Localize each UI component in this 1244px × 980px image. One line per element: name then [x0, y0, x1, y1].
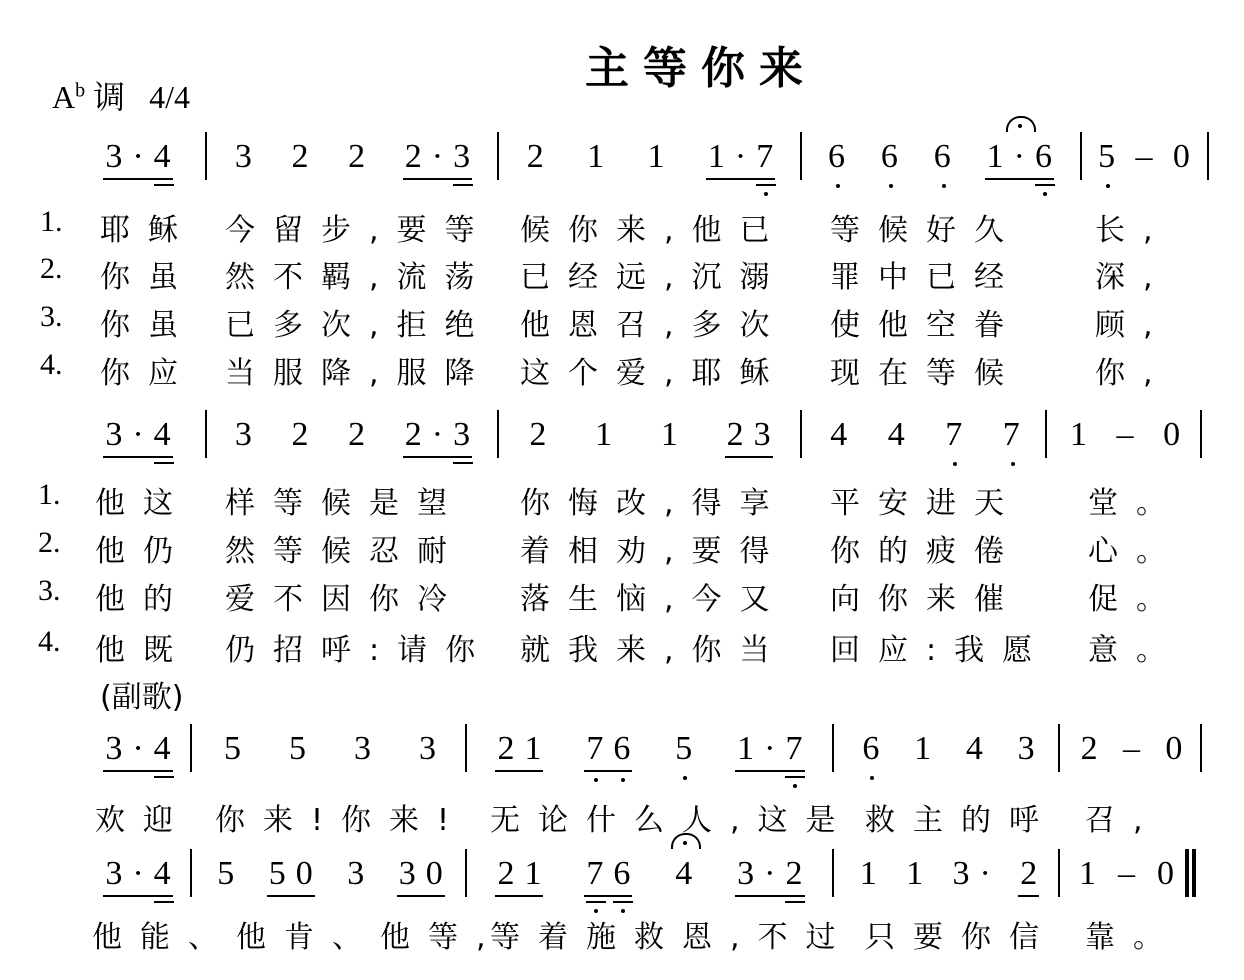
key-accidental: b [75, 79, 86, 102]
low-octave-dot [594, 778, 598, 782]
note-text: 5 [217, 855, 245, 892]
note [346, 416, 376, 456]
second-underline [453, 462, 473, 464]
note [932, 138, 961, 178]
notation-line [0, 732, 1244, 792]
note-text: 30 [398, 855, 453, 892]
lyric-segment: 向你来催 [830, 582, 1022, 617]
barline [497, 410, 499, 458]
low-octave-dot [1011, 462, 1015, 466]
measure [200, 857, 460, 897]
second-underline [785, 901, 805, 903]
final-barline [1192, 849, 1196, 897]
note-text: 5 [1098, 138, 1126, 175]
note [858, 855, 887, 895]
note-text: 3 [347, 855, 375, 892]
beamed-note-group [103, 730, 181, 772]
lyric-line [0, 478, 1244, 521]
barline [800, 410, 802, 458]
lyric-segment: 然等候忍耐 [225, 534, 465, 569]
note [1163, 730, 1193, 770]
notation-line [0, 140, 1244, 200]
note [215, 855, 245, 895]
lyric-segment: 已经远,沉溺 [520, 260, 788, 295]
note-text: 7 [1002, 416, 1030, 453]
note-text: 6 [880, 138, 908, 175]
note-text: 3 [354, 730, 381, 767]
beamed-note-group [403, 138, 481, 180]
note [1133, 138, 1163, 178]
low-octave-dot [621, 778, 625, 782]
barline [800, 132, 802, 180]
second-underline [154, 462, 174, 464]
note [659, 416, 688, 456]
note [585, 138, 615, 178]
lyric-segment: 你, [1095, 356, 1171, 391]
beamed-note-group [725, 416, 781, 458]
note [222, 730, 251, 770]
note-text: 2 [1020, 855, 1048, 892]
lyric-segment: 现在等候 [830, 356, 1022, 391]
beamed-note-group [584, 730, 641, 772]
notation-line [0, 418, 1244, 478]
note [345, 855, 375, 895]
note-text: 3 [1017, 730, 1045, 767]
measure [1055, 418, 1195, 456]
pickup-measure [98, 730, 181, 772]
lyric-line [0, 526, 1244, 569]
note [904, 855, 934, 895]
note-text: – [1135, 138, 1163, 175]
verse-number: 3. [38, 574, 61, 607]
barline [465, 724, 467, 772]
note-text: 76 [586, 730, 641, 767]
verse-number: 2. [38, 526, 61, 559]
time-signature: 4/4 [149, 79, 191, 115]
barline [1200, 410, 1202, 458]
measure [200, 732, 460, 770]
note [912, 730, 942, 770]
low-octave-dot [1106, 184, 1110, 188]
note [525, 138, 554, 178]
note-text: – [1118, 855, 1145, 892]
note [1016, 730, 1045, 770]
barline [1058, 724, 1060, 772]
note-text: 1·7 [707, 138, 784, 175]
lyric-line [0, 300, 1244, 343]
verse-number: 2. [40, 252, 63, 285]
second-underline [756, 184, 776, 186]
beamed-note-group [495, 730, 552, 772]
lyric-segment: 就我来,你当 [520, 633, 788, 668]
beamed-note-group [103, 138, 181, 180]
lyric-segment: 这个爱,耶稣 [520, 356, 788, 391]
barline [832, 724, 834, 772]
note [860, 730, 890, 770]
note-text: 2 [348, 416, 376, 453]
beamed-note-group [495, 855, 552, 897]
lyric-segment: 爱不因你冷 [225, 582, 465, 617]
note-text: 21 [497, 855, 552, 892]
note-text: 0 [1172, 138, 1200, 175]
note [289, 138, 319, 178]
barline [1080, 132, 1082, 180]
lyric-segment: 回应:我愿 [830, 633, 1051, 668]
lyric-segment: 心。 [1088, 534, 1184, 569]
lyric-segment: 然不羁,流荡 [225, 260, 493, 295]
note-text: 3·4 [105, 138, 181, 175]
lyric-segment: 他恩召,多次 [520, 308, 788, 343]
beamed-note-group [706, 138, 784, 180]
note-text: 2 [291, 138, 319, 175]
note-text: 2 [348, 138, 376, 175]
measure [505, 140, 795, 180]
song-title: 主等你来 [585, 43, 817, 94]
verse-number: 1. [40, 205, 63, 238]
measure [810, 418, 1040, 456]
lyric-segment: 当服降,服降 [225, 356, 493, 391]
note-text: 1 [660, 416, 688, 453]
lyric-segment: 平安进天 [830, 486, 1022, 521]
note-text: 1 [595, 416, 623, 453]
note-text: 0 [1165, 730, 1193, 767]
note-text: 5 [224, 730, 251, 767]
measure [505, 418, 795, 458]
beamed-note-group [735, 730, 813, 772]
note [951, 855, 1001, 895]
low-octave-dot [953, 462, 957, 466]
refrain-label: (副歌) [100, 680, 184, 715]
lyric-segment: 深, [1095, 260, 1171, 295]
measure [215, 140, 490, 180]
lyric-line [0, 348, 1244, 391]
note [826, 138, 855, 178]
second-underline [1035, 184, 1055, 186]
measure [1068, 732, 1195, 770]
measure [1088, 140, 1200, 178]
note [1116, 855, 1145, 895]
barline [1045, 410, 1047, 458]
note-text: 6 [862, 730, 890, 767]
note-text: 1·6 [986, 138, 1062, 175]
fermata-icon [1006, 116, 1036, 132]
key-note: A [52, 79, 76, 115]
note-text: 3· [952, 855, 1001, 892]
note [964, 730, 993, 770]
lyric-segment: 你虽 [100, 260, 196, 295]
note [346, 138, 376, 178]
lyric-segment: 仍招呼:请你 [225, 633, 494, 668]
note-text: 1·7 [737, 730, 813, 767]
low-octave-dot [870, 776, 874, 780]
pickup-measure [98, 138, 181, 180]
note-text: 5 [289, 730, 316, 767]
note-text: 6 [933, 138, 961, 175]
note [1155, 855, 1184, 895]
verse-number: 3. [40, 300, 63, 333]
beamed-note-group [735, 855, 813, 897]
note-text: 3 [234, 416, 262, 453]
lyric-line [0, 574, 1244, 617]
note-text: 2 [291, 416, 319, 453]
lyric-segment: 只要你信 [865, 920, 1057, 955]
lyric-segment: 你虽 [100, 308, 196, 343]
low-octave-dot [683, 776, 687, 780]
note-text: 2·3 [404, 138, 481, 175]
lyric-segment: 他的 [95, 582, 191, 617]
note-text: 1 [587, 138, 615, 175]
lyric-segment: 长, [1095, 213, 1171, 248]
barline [1058, 849, 1060, 897]
lyric-line [0, 795, 1244, 838]
verse-number: 1. [38, 478, 61, 511]
measure [215, 418, 490, 458]
lyric-line [0, 205, 1244, 248]
note-text: 1 [914, 730, 942, 767]
pickup-measure [98, 416, 181, 458]
second-underline [154, 901, 174, 903]
note-text: 50 [268, 855, 323, 892]
note-text: 3 [419, 730, 446, 767]
second-underline [613, 901, 633, 903]
low-octave-dot [836, 184, 840, 188]
barline [205, 410, 207, 458]
measure [845, 857, 1052, 897]
note [1171, 138, 1200, 178]
lyric-segment: 你来!你来! [215, 803, 468, 838]
note [1079, 730, 1108, 770]
barline [190, 849, 192, 897]
beamed-note-group [267, 855, 323, 897]
note-text: 1 [647, 138, 675, 175]
lyric-segment: 今留步,要等 [225, 213, 493, 248]
note-text: 4 [675, 855, 703, 892]
note [1161, 416, 1191, 456]
beamed-note-group [985, 138, 1062, 180]
lyric-segment: 你悔改,得享 [520, 486, 788, 521]
note-text: 2 [526, 138, 554, 175]
verse-number: 4. [38, 625, 61, 658]
barline [1200, 724, 1202, 772]
note [1114, 416, 1144, 456]
lyric-segment: 堂。 [1088, 486, 1184, 521]
note [673, 855, 703, 895]
note-text: 3 [234, 138, 262, 175]
note [417, 730, 446, 770]
lyric-segment: 救主的呼 [865, 803, 1057, 838]
beamed-note-group [103, 855, 181, 897]
note [287, 730, 316, 770]
lyric-segment: 罪中已经 [830, 260, 1022, 295]
verse-number: 4. [40, 348, 63, 381]
note-text: 21 [497, 730, 552, 767]
note-text: 2 [529, 416, 557, 453]
note-text: – [1122, 730, 1150, 767]
measure [475, 732, 825, 772]
note [943, 416, 973, 456]
lyric-segment: 欢迎 [95, 803, 191, 838]
lyric-segment: 他能、他肯、他等, [92, 920, 504, 955]
lyric-segment: 意。 [1088, 633, 1184, 668]
beamed-note-group [584, 855, 641, 897]
note-text: 5 [675, 730, 703, 767]
lyric-segment: 他仍 [95, 534, 191, 569]
second-underline [154, 184, 174, 186]
beamed-note-group [1018, 855, 1048, 897]
note-text: 1 [1079, 855, 1106, 892]
note-text: 7 [945, 416, 973, 453]
pickup-measure [98, 855, 181, 897]
note-text: 1 [1069, 416, 1097, 453]
lyric-segment: 召, [1085, 803, 1161, 838]
lyric-segment: 着相劝,要得 [520, 534, 788, 569]
barline [1207, 132, 1209, 180]
note-text: 76 [586, 855, 641, 892]
note-text: 2·3 [404, 416, 481, 453]
measure [475, 857, 825, 897]
barline [832, 849, 834, 897]
note [233, 138, 262, 178]
note [879, 138, 908, 178]
note-text: – [1116, 416, 1144, 453]
note [828, 416, 858, 456]
second-underline [154, 776, 174, 778]
key-label: 调 [93, 79, 126, 115]
note-text: 0 [1163, 416, 1191, 453]
note-text: 23 [726, 416, 781, 453]
lyric-segment: 你应 [100, 356, 196, 391]
measure [810, 140, 1070, 180]
beamed-note-group [403, 416, 481, 458]
note [1068, 416, 1097, 456]
lyric-segment: 已多次,拒绝 [225, 308, 493, 343]
note-text: 3·4 [105, 730, 181, 767]
lyric-line [0, 625, 1244, 668]
lyric-segment: 你的疲倦 [830, 534, 1022, 569]
barline [205, 132, 207, 180]
lyric-line [0, 912, 1244, 955]
second-underline [785, 776, 805, 778]
note-text: 0 [1157, 855, 1184, 892]
barline [497, 132, 499, 180]
note-text: 3·2 [737, 855, 813, 892]
note [1077, 855, 1106, 895]
lyric-segment: 无论什么人,这是 [490, 803, 854, 838]
notation-line [0, 857, 1244, 917]
lyric-segment: 落生恼,今又 [520, 582, 788, 617]
low-octave-dot [1043, 192, 1047, 196]
low-octave-dot [942, 184, 946, 188]
note [352, 730, 381, 770]
lyric-segment: 顾, [1095, 308, 1171, 343]
lyric-segment: 等候好久 [830, 213, 1022, 248]
note-text: 2 [1080, 730, 1108, 767]
beamed-note-group [103, 416, 181, 458]
barline [465, 849, 467, 897]
second-underline [453, 184, 473, 186]
low-octave-dot [889, 184, 893, 188]
barline [190, 724, 192, 772]
lyric-segment: 使他空眷 [830, 308, 1022, 343]
note-text: 3·4 [105, 416, 181, 453]
note-text: 6 [827, 138, 855, 175]
note [646, 138, 675, 178]
lyric-segment: 耶稣 [100, 213, 196, 248]
low-octave-dot [764, 192, 768, 196]
note [233, 416, 262, 456]
note-text: 1 [906, 855, 934, 892]
note [1001, 416, 1030, 456]
low-octave-dot [793, 784, 797, 788]
note-text: 4 [830, 416, 858, 453]
beamed-note-group [397, 855, 453, 897]
lyric-segment: 促。 [1088, 582, 1184, 617]
note [886, 416, 915, 456]
note [527, 416, 557, 456]
lyric-segment: 他既 [95, 633, 191, 668]
note [1121, 730, 1150, 770]
note-text: 3·4 [105, 855, 181, 892]
note [289, 416, 319, 456]
key-signature [52, 72, 190, 118]
note [673, 730, 703, 770]
note-text: 4 [887, 416, 915, 453]
lyric-segment: 样等候是望 [225, 486, 465, 521]
measure [1068, 857, 1185, 895]
second-underline [586, 901, 606, 903]
note [1096, 138, 1126, 178]
lyric-segment: 候你来,他已 [520, 213, 788, 248]
lyric-line [0, 252, 1244, 295]
note-text: 4 [965, 730, 993, 767]
lyric-segment: 靠。 [1085, 920, 1181, 955]
measure [845, 732, 1052, 770]
lyric-segment: 等着施救恩,不过 [490, 920, 854, 955]
note [593, 416, 623, 456]
note-text: 1 [859, 855, 887, 892]
lyric-segment: 他这 [95, 486, 191, 521]
